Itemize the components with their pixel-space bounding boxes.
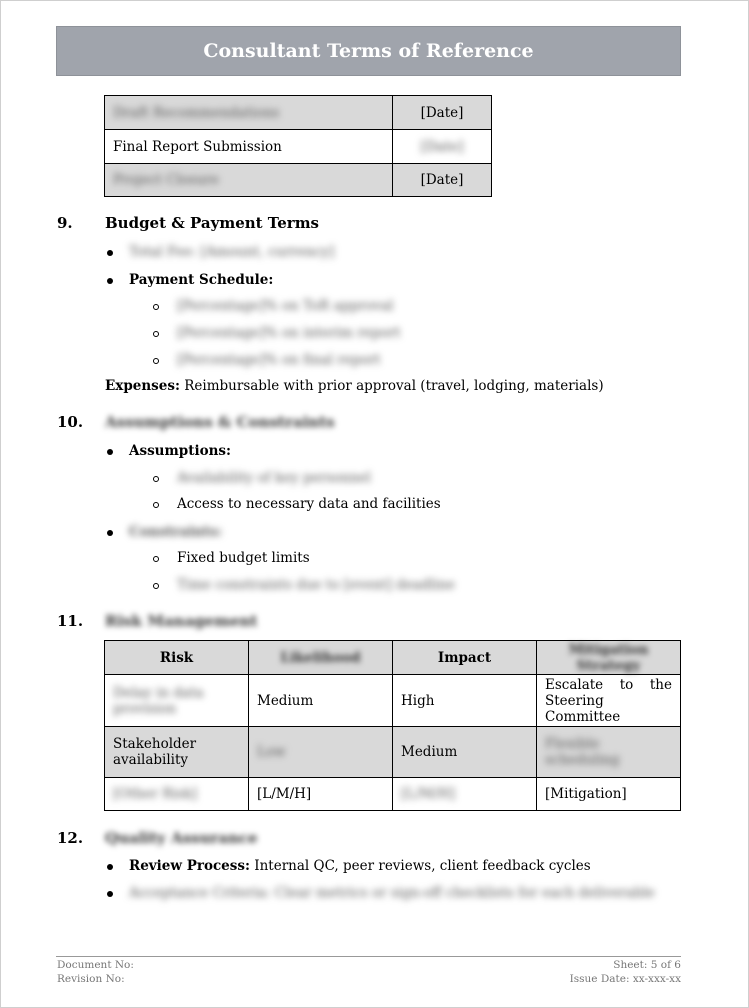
header-cell: Mitigation Strategy xyxy=(568,641,649,674)
revision-number: Revision No: xyxy=(57,973,125,985)
table-row xyxy=(105,164,492,197)
acceptance-criteria-text: Acceptance Criteria: Clear metrics or sign-off checklists for each deliverable xyxy=(129,885,655,901)
section-title: Quality Assurance xyxy=(105,829,258,847)
review-process-line xyxy=(129,858,591,874)
milestone-cell: Project Closure xyxy=(113,172,219,188)
assumptions-label: Assumptions: xyxy=(129,443,231,459)
payment-item: [Percentage]% on ToR approval xyxy=(177,298,394,314)
bullet-icon xyxy=(107,864,113,870)
total-fee-text: Total Fee: [Amount, currency] xyxy=(129,244,335,260)
header-cell: Risk xyxy=(105,641,249,675)
assumption-item: Access to necessary data and facilities xyxy=(177,496,441,512)
table-row xyxy=(105,727,681,778)
table-row xyxy=(105,130,492,164)
risk-table xyxy=(104,640,681,811)
sub-bullet-icon xyxy=(153,358,159,364)
assumption-item: Availability of key personnel xyxy=(177,470,371,486)
section-title: Assumptions & Constraints xyxy=(105,413,335,431)
mitigation-cell: Flexible scheduling xyxy=(545,736,620,768)
milestone-cell: Final Report Submission xyxy=(105,130,393,164)
review-text: Internal QC, peer reviews, client feedback cycles xyxy=(254,858,591,874)
section-number: 12. xyxy=(57,829,84,847)
mitigation-cell: Escalate to the Steering Committee xyxy=(537,675,681,727)
bullet-icon xyxy=(107,891,113,897)
date-cell: [Date] xyxy=(420,138,464,155)
constraints-label: Constraints: xyxy=(129,524,223,540)
document-number: Document No: xyxy=(57,959,134,971)
risk-cell: Delay in data provision xyxy=(113,684,204,717)
bullet-icon xyxy=(107,449,113,455)
likelihood-cell: Medium xyxy=(249,675,393,727)
section-number: 10. xyxy=(57,413,84,431)
constraint-item: Time constraints due to [event] deadline xyxy=(177,577,455,593)
sub-bullet-icon xyxy=(153,502,159,508)
constraint-item: Fixed budget limits xyxy=(177,550,310,566)
impact-cell: High xyxy=(393,675,537,727)
date-cell: [Date] xyxy=(393,164,492,197)
impact-cell: [L/M/H] xyxy=(401,786,456,802)
likelihood-cell: Low xyxy=(257,744,286,760)
risk-cell: Stakeholder availability xyxy=(105,727,249,778)
sub-bullet-icon xyxy=(153,583,159,589)
section-title: Risk Management xyxy=(105,612,258,630)
sub-bullet-icon xyxy=(153,556,159,562)
bullet-icon xyxy=(107,250,113,256)
payment-schedule-label: Payment Schedule: xyxy=(129,272,274,288)
issue-date: Issue Date: xx-xxx-xx xyxy=(569,973,681,985)
bullet-icon xyxy=(107,278,113,284)
payment-item: [Percentage]% on interim report xyxy=(177,325,401,341)
expenses-line xyxy=(105,378,604,394)
header-cell: Impact xyxy=(393,641,537,675)
mitigation-cell: [Mitigation] xyxy=(537,778,681,811)
sub-bullet-icon xyxy=(153,476,159,482)
table-row xyxy=(105,675,681,727)
table-row xyxy=(105,778,681,811)
review-label: Review Process: xyxy=(129,858,250,874)
expenses-text: Reimbursable with prior approval (travel, lodging, materials) xyxy=(184,378,604,394)
impact-cell: Medium xyxy=(393,727,537,778)
section-title: Budget & Payment Terms xyxy=(105,214,320,232)
footer-divider xyxy=(56,956,681,957)
payment-item: [Percentage]% on final report xyxy=(177,352,381,368)
sheet-number: Sheet: 5 of 6 xyxy=(613,959,681,971)
sub-bullet-icon xyxy=(153,304,159,310)
timeline-table xyxy=(104,95,492,197)
header-cell: Likelihood xyxy=(280,649,361,666)
date-cell: [Date] xyxy=(393,96,492,130)
sub-bullet-icon xyxy=(153,331,159,337)
milestone-cell: Draft Recommendations xyxy=(113,104,280,121)
table-header-row xyxy=(105,641,681,675)
likelihood-cell: [L/M/H] xyxy=(249,778,393,811)
document-title: Consultant Terms of Reference xyxy=(56,26,681,76)
expenses-label: Expenses: xyxy=(105,378,180,394)
section-number: 11. xyxy=(57,612,84,630)
bullet-icon xyxy=(107,530,113,536)
table-row xyxy=(105,96,492,130)
risk-cell: [Other Risk] xyxy=(113,786,198,802)
section-number: 9. xyxy=(57,214,73,232)
